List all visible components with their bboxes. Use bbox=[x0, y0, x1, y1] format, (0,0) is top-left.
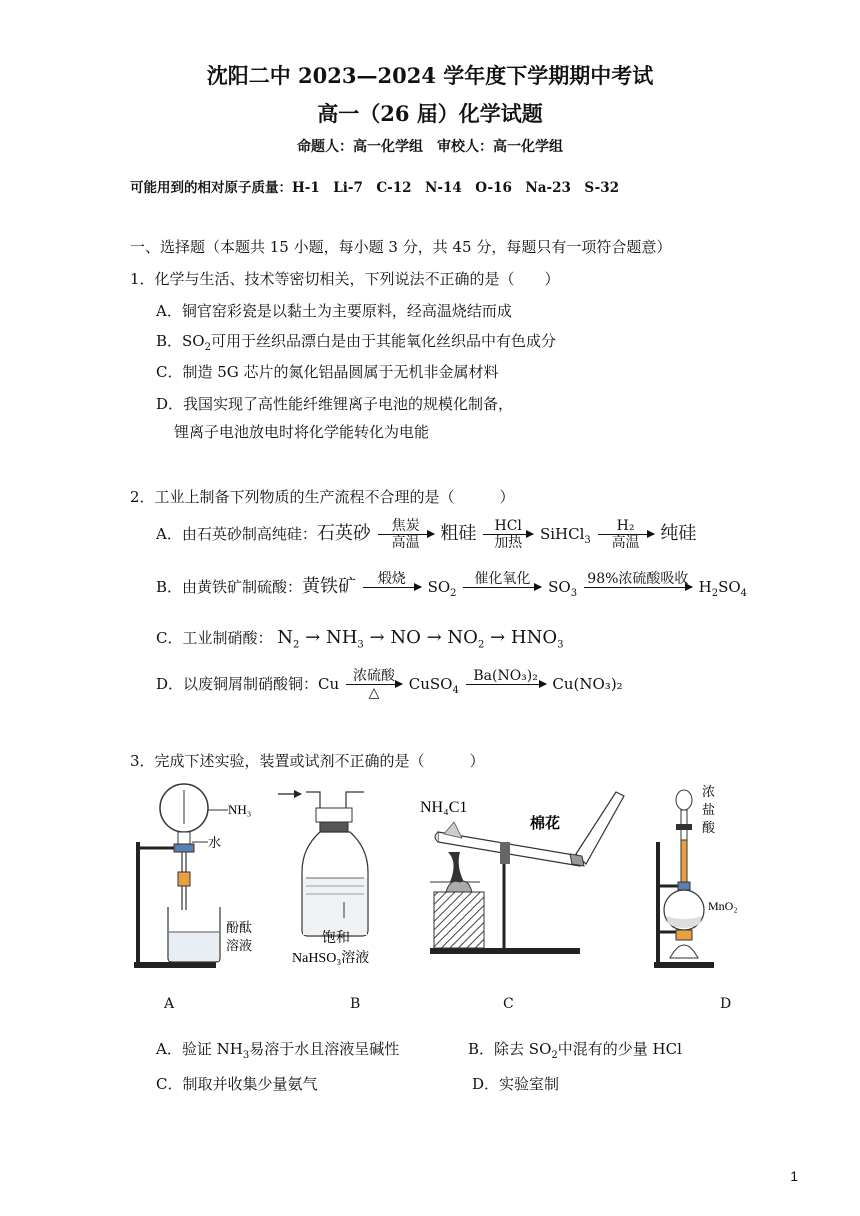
label-water: 水 bbox=[208, 836, 222, 851]
label-conc: 浓 bbox=[702, 785, 716, 800]
q3-option-b: B．除去 $SO_2$中混有的少量 HCl bbox=[468, 1040, 682, 1061]
q2-stem: 2．工业上制备下列物质的生产流程不合理的是（ ） bbox=[130, 488, 515, 506]
label-cotton: 棉花 bbox=[530, 814, 561, 832]
exam-title-line1: 沈阳二中 2023—2024 学年度下学期期中考试 bbox=[206, 63, 654, 88]
q1-option-d-line1: D．我国实现了高性能纤维锂离子电池的规模化制备， bbox=[156, 395, 514, 413]
label-phenolphthalein-1: 酚酞 bbox=[226, 921, 253, 936]
figure-d-chlorine-prep bbox=[648, 782, 758, 972]
label-acid: 酸 bbox=[702, 821, 716, 836]
figure-letter-a: A bbox=[164, 996, 175, 1012]
q3-option-c: C．制取并收集少量氨气 bbox=[156, 1075, 318, 1093]
exam-setter-line: 命题人：高一化学组 审校人：高一化学组 bbox=[297, 139, 563, 155]
figure-letter-c: C bbox=[503, 996, 514, 1012]
q2-option-a: A．由石英砂制高纯硅：石英砂 焦炭 高温 粗硅 HCl 加热 SiHCl$_3$ H₂ 高温 纯硅 bbox=[156, 518, 697, 551]
q1-option-c: C．制造 5G 芯片的氮化铝晶圆属于无机非金属材料 bbox=[156, 363, 499, 381]
label-hydrochloric: 盐 bbox=[702, 803, 716, 818]
q2-option-d: D．以废铜屑制硝酸铜：Cu 浓硫酸 △ CuSO$_4$ Ba(NO₃)₂ Cu(NO₃)₂ bbox=[156, 668, 623, 701]
q2-option-b: B．由黄铁矿制硫酸：黄铁矿 煅烧 $SO_2$ 催化氧化 $SO_3$ 98%浓硫酸吸收 $H_2SO_4$ bbox=[156, 571, 748, 599]
label-saturated: 饱和 bbox=[322, 930, 350, 946]
page-number: 1 bbox=[790, 1168, 798, 1184]
label-nahso3: NaHSO₃溶液 bbox=[292, 951, 370, 966]
q1-option-d-line2: 锂离子电池放电时将化学能转化为电能 bbox=[174, 423, 430, 441]
figure-letter-b: B bbox=[350, 996, 361, 1012]
label-mno2: MnO₂ bbox=[708, 899, 738, 913]
figure-letter-d: D bbox=[720, 996, 732, 1012]
figure-c-ammonia-prep bbox=[420, 782, 630, 972]
label-nh3: NH₃ bbox=[228, 802, 252, 817]
q2-option-c: C．工业制硝酸： $N_2 \to NH_3$ → NO → $NO_2 \to HNO_3$ bbox=[156, 627, 564, 651]
q3-stem: 3．完成下述实验，装置或试剂不正确的是（ ） bbox=[130, 752, 485, 770]
q1-option-a: A．铜官窑彩瓷是以黏土为主要原料，经高温烧结而成 bbox=[156, 302, 512, 320]
q3-option-a: A．验证 $NH_3$易溶于水且溶液呈碱性 bbox=[156, 1040, 400, 1061]
figure-b-wash-bottle bbox=[276, 782, 406, 972]
label-nh4cl: NH₄C1 bbox=[420, 799, 468, 816]
exam-title-line2: 高一（26 届）化学试题 bbox=[317, 101, 543, 126]
section-heading: 一、选择题（本题共 15 小题，每小题 3 分，共 45 分，每题只有一项符合题意） bbox=[130, 238, 672, 256]
atomic-masses-line: 可能用到的相对原子质量：H-1 Li-7 C-12 N-14 O-16 Na-23 S-32 bbox=[130, 180, 619, 196]
q1-option-b: B．$SO_2$可用于丝织品漂白是由于其能氧化丝织品中有色成分 bbox=[156, 332, 556, 353]
label-phenolphthalein-2: 溶液 bbox=[226, 939, 253, 954]
q1-stem: 1．化学与生活、技术等密切相关，下列说法不正确的是（ ） bbox=[130, 270, 560, 288]
q3-option-d: D．实验室制 bbox=[472, 1075, 560, 1093]
figure-a-fountain-apparatus bbox=[128, 782, 258, 972]
